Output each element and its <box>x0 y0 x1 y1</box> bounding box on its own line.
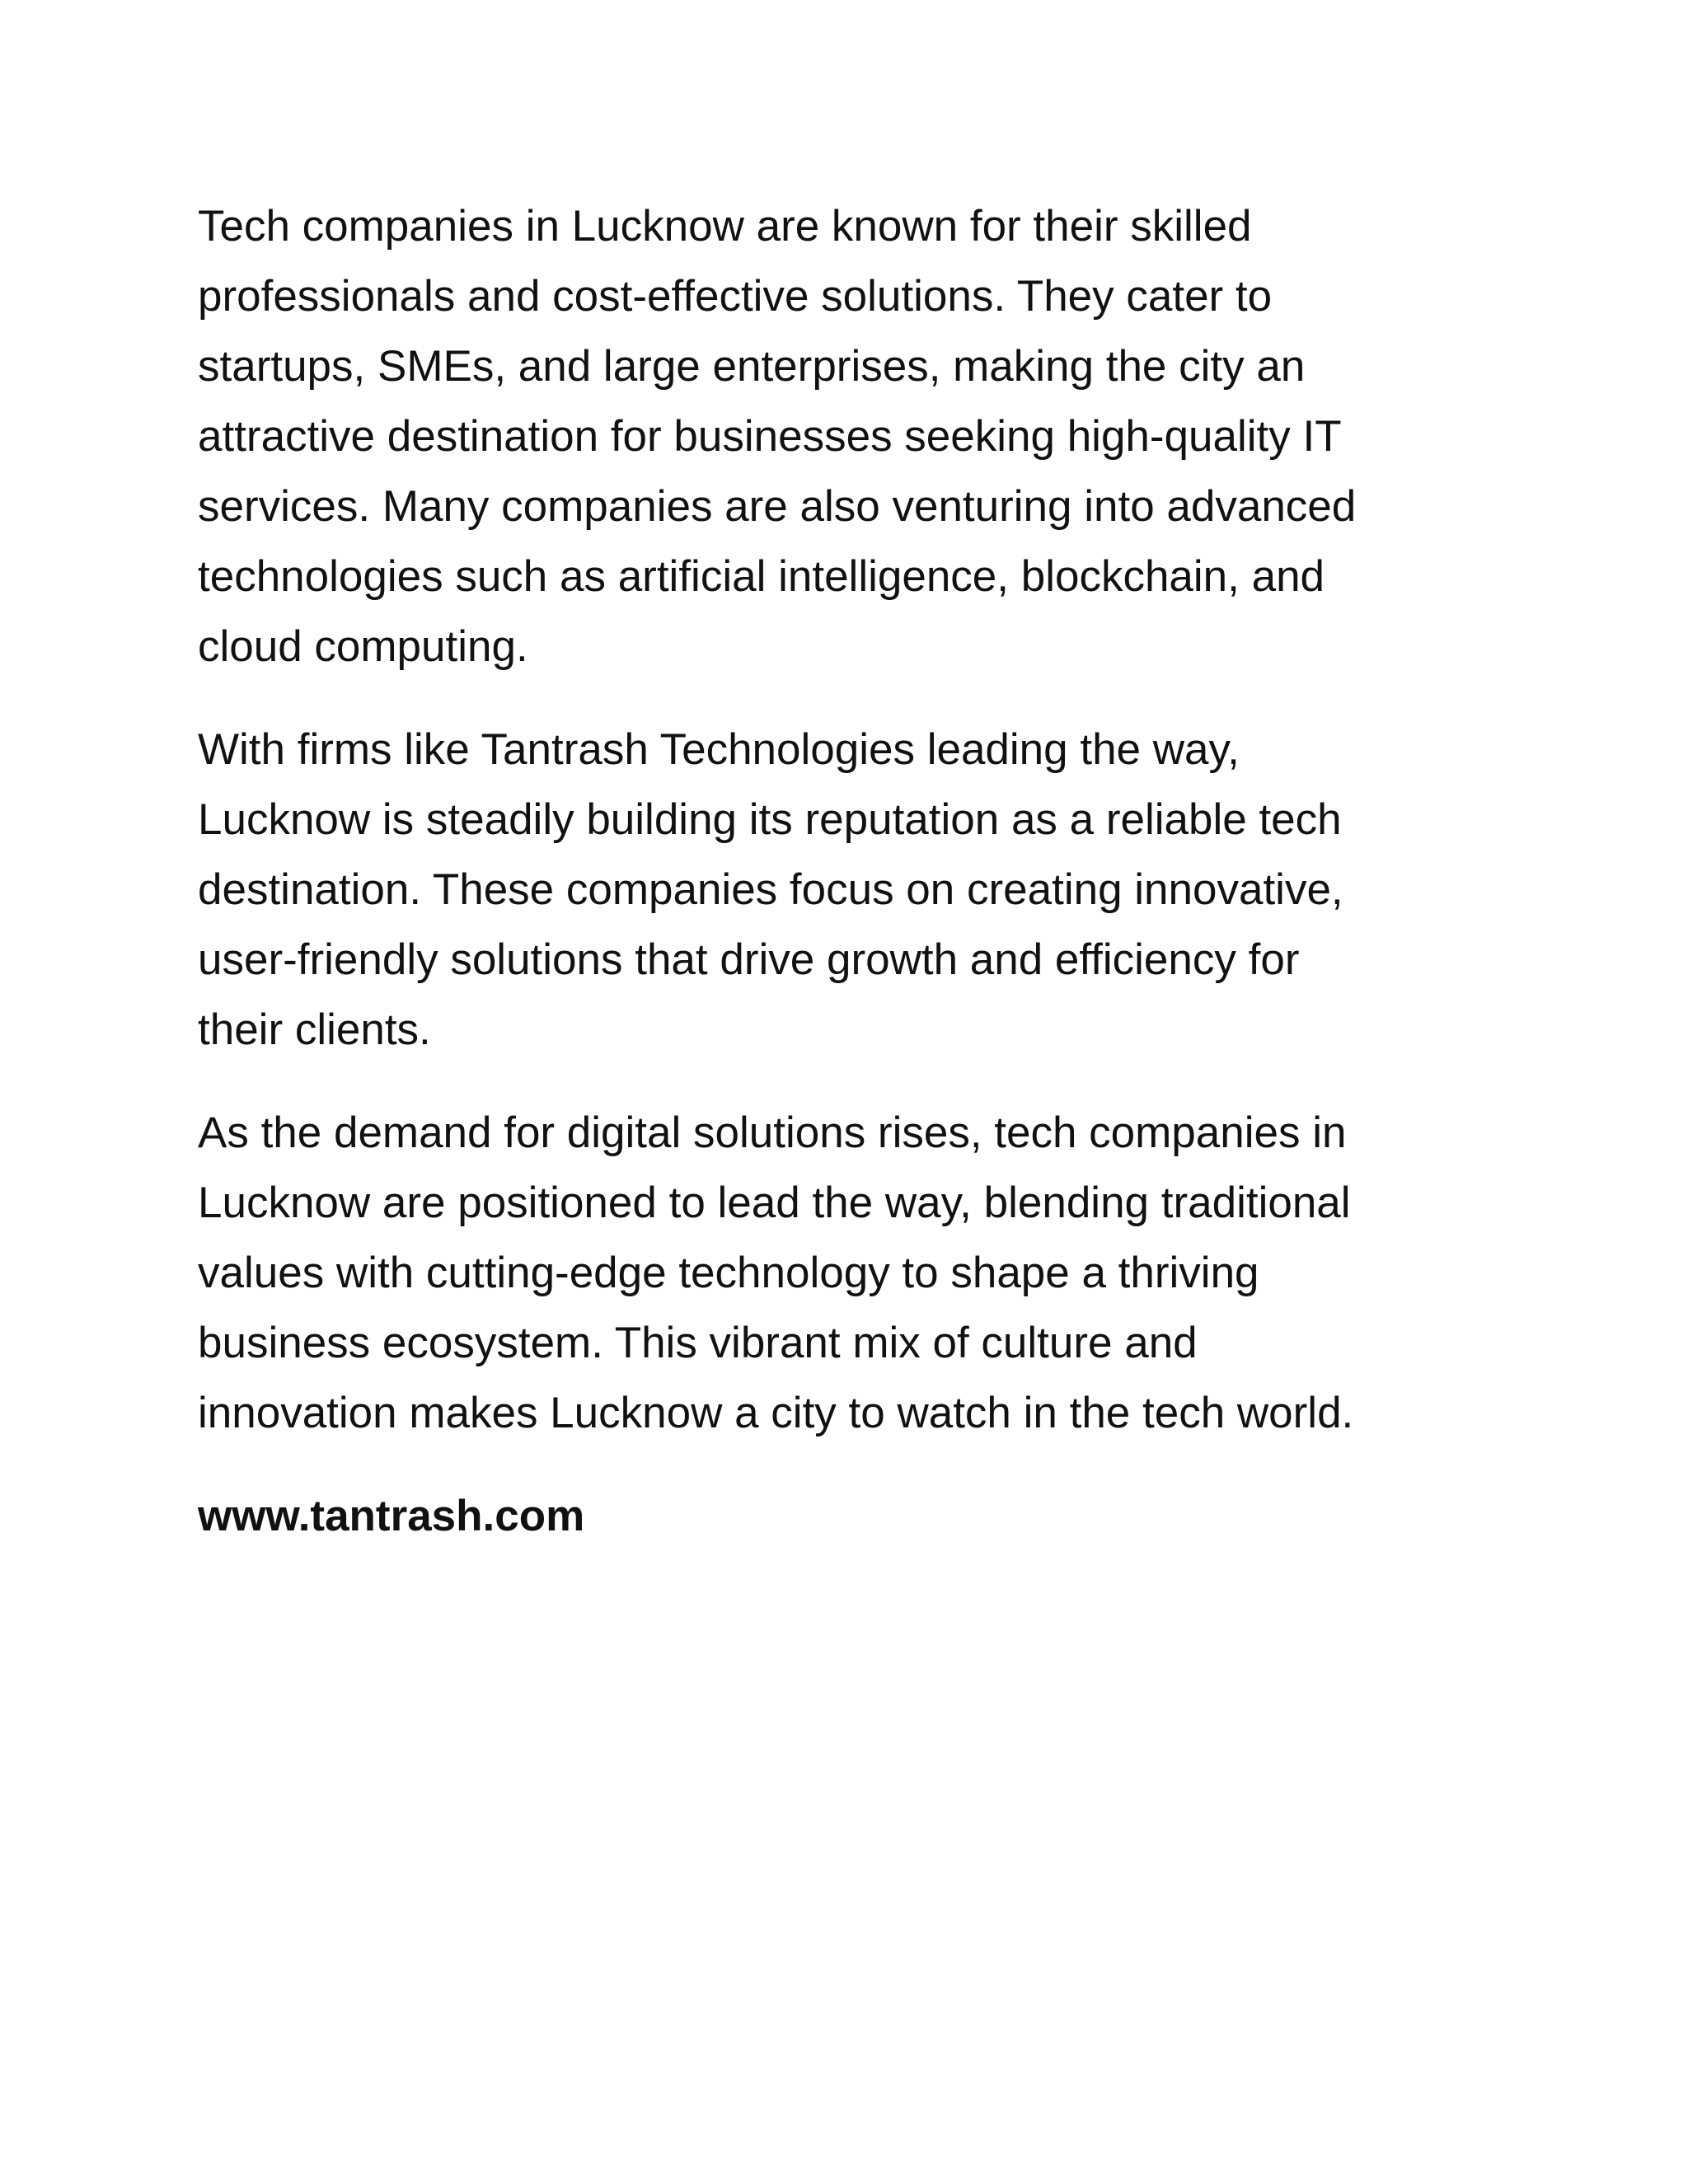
text-line: services. Many companies are also venturing into advanced <box>198 482 1357 531</box>
paragraph-demand <box>198 1098 1517 1448</box>
paragraph-tantrash <box>198 715 1517 1065</box>
text-line: Lucknow are positioned to lead the way, blending traditional <box>198 1179 1351 1227</box>
text-line: startups, SMEs, and large enterprises, making the city an <box>198 342 1306 391</box>
text-line: attractive destination for businesses seeking high-quality IT <box>198 412 1342 461</box>
text-line: Lucknow is steadily building its reputation as a reliable tech <box>198 795 1342 844</box>
text-line: user-friendly solutions that drive growth and efficiency for <box>198 935 1300 984</box>
text-line: professionals and cost-effective solutions. They cater to <box>198 272 1273 321</box>
website-link[interactable]: www.tantrash.com <box>198 1492 585 1540</box>
text-line: destination. These companies focus on creating innovative, <box>198 865 1343 914</box>
text-line: values with cutting-edge technology to shape a thriving <box>198 1249 1259 1297</box>
paragraph-tech-companies <box>198 191 1517 682</box>
text-line: With firms like Tantrash Technologies leading the way, <box>198 725 1240 774</box>
text-line: cloud computing. <box>198 622 528 671</box>
text-line: As the demand for digital solutions rises, tech companies in <box>198 1108 1347 1157</box>
text-line: technologies such as artificial intelligence, blockchain, and <box>198 552 1325 601</box>
text-line: business ecosystem. This vibrant mix of culture and <box>198 1319 1198 1367</box>
text-line: Tech companies in Lucknow are known for their skilled <box>198 202 1252 251</box>
document-body <box>198 191 1517 1551</box>
text-line: their clients. <box>198 1005 431 1054</box>
text-line: innovation makes Lucknow a city to watch in the tech world. <box>198 1389 1354 1437</box>
